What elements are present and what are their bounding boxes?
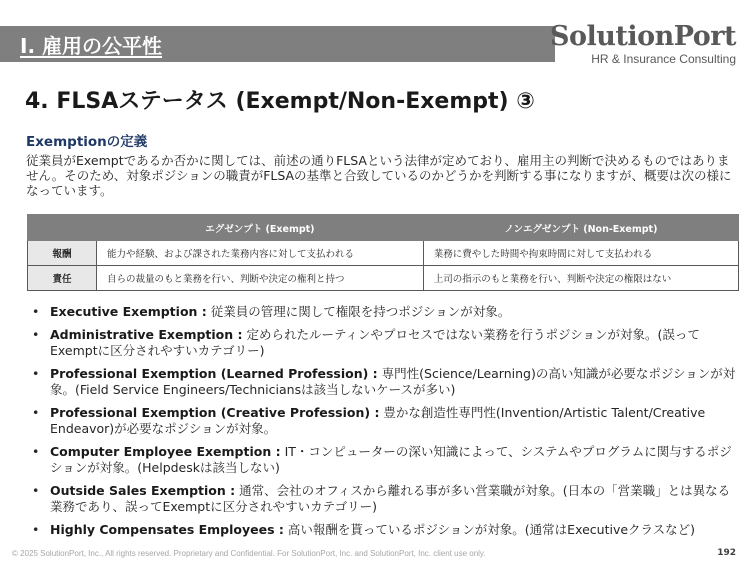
list-item <box>30 522 742 539</box>
table-row <box>28 241 739 266</box>
bullet-icon: • <box>32 521 40 537</box>
cell-exempt-compensation: 能力や経験、および課された業務内容に対して支払われる <box>97 241 424 266</box>
list-item <box>30 405 742 438</box>
list-item <box>30 483 742 516</box>
cell-exempt-responsibility: 自らの裁量のもと業務を行い、判断や決定の権利と持つ <box>97 266 424 291</box>
brand-name: SolutionPort <box>549 21 736 52</box>
page-number: 192 <box>717 548 736 558</box>
exemption-term: Professional Exemption (Learned Profession) : <box>50 365 378 381</box>
exemption-list <box>30 304 742 544</box>
cell-non-exempt-compensation: 業務に費やした時間や拘束時間に対して支払われる <box>423 241 738 266</box>
bullet-icon: • <box>32 365 40 381</box>
section-header-bar <box>0 26 555 62</box>
table-header-blank <box>28 215 97 241</box>
brand-logo <box>550 22 736 66</box>
section-label: Ⅰ. 雇用の公平性 <box>20 34 163 58</box>
exemption-description: 豊かな創造性専門性(Invention/Artistic Talent/Creative Endeavor)が必要なポジションが対象。 <box>50 404 706 436</box>
bullet-icon: • <box>32 304 40 319</box>
exemption-term: Professional Exemption (Creative Profession) : <box>50 404 380 420</box>
list-item <box>30 304 742 321</box>
bullet-icon: • <box>32 404 40 420</box>
table-header-row <box>28 215 739 241</box>
bullet-icon: • <box>32 482 40 498</box>
exemption-description: 通常、会社のオフィスから離れる事が多い営業職が対象。(日本の「営業職」とは異なる業務であり、誤ってExemptに区分されやすいカテゴリー) <box>50 482 731 514</box>
exemption-description: IT・コンピューターの深い知識によって、システムやプログラムに関与するポジションが対象。(Helpdeskは該当しない) <box>50 443 732 475</box>
exemption-term: Computer Employee Exemption : <box>50 443 281 459</box>
exemption-description: 従業員の管理に関して権限を持つポジションが対象。 <box>206 304 511 319</box>
bullet-icon: • <box>32 443 40 459</box>
definition-body: 従業員がExemptであるか否かに関しては、前述の通りFLSAという法律が定めており、雇用主の判断で決めるものではありません。そのため、対象ポジションの職責がFLSAの基準と合致しているのかどうかを判断する事になりますが、概要は次の様になっています。 <box>26 153 732 198</box>
row-label-compensation: 報酬 <box>28 241 97 266</box>
table-row <box>28 266 739 291</box>
list-item <box>30 327 742 360</box>
exemption-term: Highly Compensates Employees : <box>50 521 284 537</box>
bullet-icon: • <box>32 326 40 342</box>
page-title: 4. FLSAステータス (Exempt/Non-Exempt) ③ <box>25 89 535 114</box>
cell-non-exempt-responsibility: 上司の指示のもと業務を行い、判断や決定の権限はない <box>423 266 738 291</box>
exemption-description: 高い報酬を貰っているポジションが対象。(通常はExecutiveクラスなど) <box>283 521 696 537</box>
footer-copyright: © 2025 SolutionPort, Inc., All rights reserved. Proprietary and Confidential. For SolutionPort, Inc. and SolutionPort, Inc. client use only. <box>12 549 486 558</box>
brand-tagline: HR & Insurance Consulting <box>591 52 736 66</box>
exemption-description: 定められたルーティンやプロセスではない業務を行うポジションが対象。(誤ってExemptに区分されやすいカテゴリー) <box>50 326 700 358</box>
exemption-term: Executive Exemption : <box>50 304 207 319</box>
list-item <box>30 366 742 399</box>
exemption-term: Administrative Exemption : <box>50 326 243 342</box>
table-header-non-exempt: ノンエグゼンプト (Non-Exempt) <box>423 215 738 241</box>
exemption-term: Outside Sales Exemption : <box>50 482 236 498</box>
exempt-comparison-table <box>27 214 739 291</box>
row-label-responsibility: 責任 <box>28 266 97 291</box>
exemption-description: 専門性(Science/Learning)の高い知識が必要なポジションが対象。(Field Service Engineers/Techniciansは該当しないケースが多い) <box>50 365 736 397</box>
table-header-exempt: エグゼンプト (Exempt) <box>97 215 424 241</box>
definition-heading: Exemptionの定義 <box>26 134 148 150</box>
list-item <box>30 444 742 477</box>
